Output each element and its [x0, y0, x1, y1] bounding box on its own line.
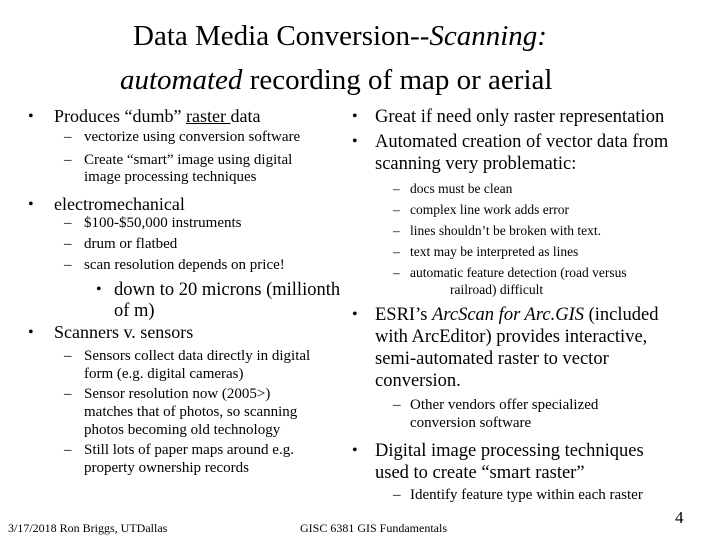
- dash: –: [64, 215, 72, 231]
- esri-text-continued: semi-automated raster to vector: [375, 349, 609, 369]
- dash: –: [64, 152, 72, 168]
- problem-item: automatic feature detection (road versus: [410, 265, 627, 280]
- text: (included: [583, 305, 659, 325]
- dash: –: [393, 202, 400, 217]
- sub-item-continued: matches that of photos, so scanning: [84, 404, 298, 420]
- dash: –: [64, 442, 72, 458]
- sub-item-continued: photos becoming old technology: [84, 422, 281, 438]
- bullet: •: [352, 108, 358, 125]
- bullet-esri-arcscan: [375, 304, 658, 326]
- sub-item: drum or flatbed: [84, 236, 178, 252]
- problem-item: docs must be clean: [410, 181, 513, 196]
- dash: –: [393, 223, 400, 238]
- dip-text-continued: used to create “smart raster”: [375, 463, 585, 483]
- dash: –: [393, 181, 400, 196]
- bullet: •: [96, 281, 102, 298]
- bullet: •: [28, 108, 34, 125]
- title-text: Data Media Conversion--: [133, 20, 430, 52]
- text: Produces “dumb”: [54, 106, 186, 126]
- dash: –: [393, 487, 401, 503]
- dash: –: [393, 397, 401, 413]
- identify-item: Identify feature type within each raster: [410, 487, 643, 503]
- sub-item-continued: form (e.g. digital cameras): [84, 366, 244, 382]
- page-number: 4: [675, 508, 684, 527]
- sub-item: vectorize using conversion software: [84, 129, 301, 145]
- problem-item: complex line work adds error: [410, 202, 569, 217]
- bullet: •: [352, 442, 358, 459]
- sub-item: Still lots of paper maps around e.g.: [84, 442, 294, 458]
- vendors-item-continued: conversion software: [410, 415, 532, 431]
- sub-item: Create “smart” image using digital: [84, 152, 293, 168]
- italic-text: ArcScan for Arc.GIS: [432, 305, 584, 325]
- title-italic-text: automated: [120, 64, 243, 96]
- sub-item: $100-$50,000 instruments: [84, 215, 242, 231]
- problem-item: lines shouldn’t be broken with text.: [410, 223, 601, 238]
- bullet: •: [28, 324, 34, 341]
- title-text: recording of map or aerial: [242, 64, 553, 96]
- bullet-scanners-sensors: Scanners v. sensors: [54, 322, 194, 342]
- bullet-great-raster: Great if need only raster representation: [375, 107, 665, 127]
- bullet-automated-creation-continued: scanning very problematic:: [375, 154, 577, 174]
- dash: –: [393, 244, 400, 259]
- sub-item-continued: image processing techniques: [84, 169, 257, 185]
- microns-text-continued: of m): [114, 301, 155, 321]
- sub-item-continued: property ownership records: [84, 460, 249, 476]
- sub-item: Sensors collect data directly in digital: [84, 348, 311, 364]
- dash: –: [64, 348, 72, 364]
- footer-date-author: 3/17/2018 Ron Briggs, UTDallas: [8, 521, 168, 535]
- footer-course: GISC 6381 GIS Fundamentals: [300, 521, 447, 535]
- sub-item: scan resolution depends on price!: [84, 257, 285, 273]
- dash: –: [64, 236, 72, 252]
- microns-text: down to 20 microns (millionth: [114, 280, 341, 300]
- slide-title-line1: [133, 18, 547, 54]
- dash: –: [64, 129, 72, 145]
- bullet: •: [28, 196, 34, 213]
- bullet-electromechanical: electromechanical: [54, 194, 185, 214]
- esri-text-continued: with ArcEditor) provides interactive,: [375, 327, 648, 347]
- bullet-automated-creation: Automated creation of vector data from: [375, 132, 669, 152]
- dash: –: [64, 386, 72, 402]
- bullet-produces: [54, 106, 260, 127]
- text: data: [230, 106, 261, 126]
- sub-item: Sensor resolution now (2005>): [84, 386, 271, 402]
- dash: –: [393, 265, 400, 280]
- problem-item: text may be interpreted as lines: [410, 244, 579, 259]
- vendors-item: Other vendors offer specialized: [410, 397, 599, 413]
- text: ESRI’s: [375, 305, 433, 325]
- dash: –: [64, 257, 72, 273]
- problem-item-continued: railroad) difficult: [450, 282, 544, 297]
- underlined-text: raster: [185, 106, 231, 126]
- esri-text-continued: conversion.: [375, 371, 461, 391]
- bullet-digital-image-processing: Digital image processing techniques: [375, 441, 644, 461]
- title-italic-text: Scanning:: [429, 20, 547, 52]
- bullet: •: [352, 306, 358, 323]
- slide-title-line2: [120, 62, 552, 98]
- bullet: •: [352, 133, 358, 150]
